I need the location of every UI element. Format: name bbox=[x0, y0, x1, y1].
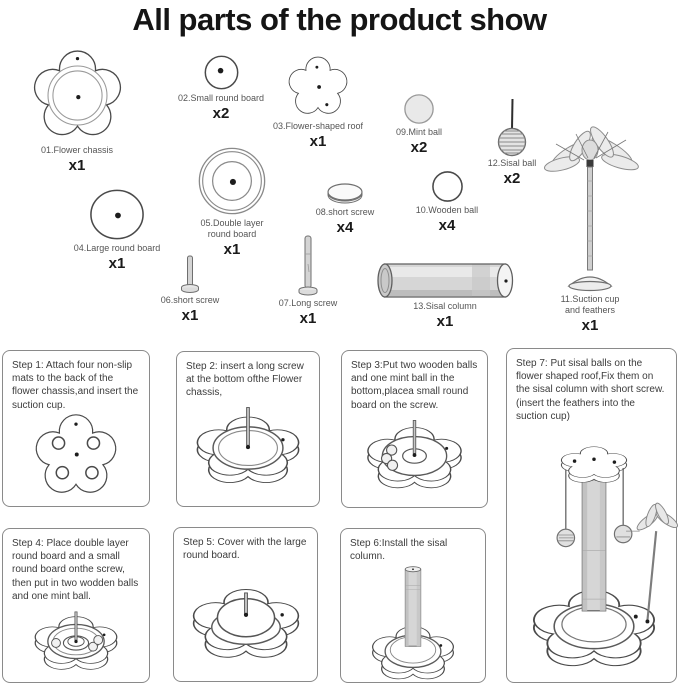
steps-section bbox=[0, 345, 679, 686]
step-4-box bbox=[2, 528, 150, 683]
part-flower-roof bbox=[250, 55, 386, 150]
step-2-box bbox=[176, 351, 320, 507]
step-2-illustration bbox=[191, 400, 305, 496]
part-label: 05.Double layer round board bbox=[200, 218, 264, 239]
wooden-ball-illustration bbox=[431, 170, 464, 203]
part-qty: x1 bbox=[581, 316, 599, 334]
step-3-box bbox=[341, 350, 488, 508]
part-suction-cup-feathers bbox=[537, 126, 643, 334]
step-6-text: Step 6:Install the sisal column. bbox=[350, 538, 448, 563]
step-3-text: Step 3:Put two wooden balls and one mint ball in the bottom,placea small round board on the screw. bbox=[351, 360, 478, 411]
step-5-box bbox=[173, 527, 318, 682]
part-label: 07.Long screw bbox=[278, 298, 338, 308]
part-label: 06.short screw bbox=[160, 295, 220, 305]
part-label: 11.Suction cup and feathers bbox=[560, 294, 620, 315]
part-label: 03.Flower-shaped roof bbox=[272, 121, 364, 131]
long-screw-illustration bbox=[296, 234, 320, 296]
part-qty: x2 bbox=[212, 104, 230, 122]
large-round-board-illustration bbox=[89, 188, 145, 241]
part-label: 01.Flower chassis bbox=[40, 145, 114, 155]
step-5-illustration bbox=[187, 572, 305, 671]
step-1-text: Step 1: Attach four non-slip mats to the back of the flower chassis,and insert the suction cup. bbox=[12, 360, 139, 411]
part-qty: x1 bbox=[299, 309, 317, 327]
part-short-screw bbox=[142, 254, 238, 324]
step-2-text: Step 2: insert a long screw at the bottom ofthe Flower chassis, bbox=[186, 361, 304, 399]
double-layer-board-illustration bbox=[197, 146, 267, 216]
step-4-text: Step 4: Place double layer round board and a small round board onthe screw, then put in two wodden balls and one mint ball. bbox=[12, 538, 139, 602]
part-qty: x1 bbox=[181, 306, 199, 324]
step-1-box bbox=[2, 350, 150, 507]
part-label: 08.short screw bbox=[315, 207, 375, 217]
step-7-illustration bbox=[516, 432, 672, 672]
part-label: 13.Sisal column bbox=[413, 301, 477, 311]
mint-ball-illustration bbox=[403, 93, 435, 125]
step-4-illustration bbox=[30, 603, 122, 680]
part-flower-chassis bbox=[12, 48, 142, 174]
part-label: 09.Mint ball bbox=[395, 127, 443, 137]
flower-roof-illustration bbox=[286, 55, 350, 119]
part-sisal-column bbox=[375, 262, 515, 330]
part-qty: x1 bbox=[223, 240, 241, 258]
sisal-ball-illustration bbox=[495, 98, 529, 156]
step-6-box bbox=[340, 528, 486, 683]
flower-chassis-illustration bbox=[30, 48, 125, 143]
small-round-board-illustration bbox=[203, 54, 240, 91]
step-6-illustration bbox=[369, 563, 457, 681]
part-qty: x4 bbox=[438, 216, 456, 234]
suction-cup-feathers-illustration bbox=[537, 126, 643, 292]
step-1-illustration bbox=[32, 412, 120, 500]
page-title: All parts of the product show bbox=[132, 2, 547, 37]
part-qty: x2 bbox=[503, 169, 521, 187]
part-wooden-ball bbox=[399, 170, 495, 234]
part-label: 10.Wooden ball bbox=[415, 205, 479, 215]
part-qty: x2 bbox=[410, 138, 428, 156]
part-label: 04.Large round board bbox=[73, 243, 161, 253]
step-3-illustration bbox=[362, 412, 467, 500]
short-screw-illustration bbox=[178, 254, 202, 293]
part-mint-ball bbox=[371, 93, 467, 156]
part-qty: x1 bbox=[436, 312, 454, 330]
part-qty: x4 bbox=[336, 218, 354, 236]
step-7-text: Step 7: Put sisal balls on the flower shaped roof,Fix them on the sisal column with short screw.(insert the feathers into the suction cup) bbox=[516, 358, 665, 422]
part-long-screw bbox=[260, 234, 356, 327]
part-qty: x1 bbox=[309, 132, 327, 150]
part-qty: x1 bbox=[68, 156, 86, 174]
step-7-box bbox=[506, 348, 677, 683]
parts-section bbox=[0, 40, 679, 345]
part-short-screw-mat bbox=[297, 180, 393, 236]
short-screw-mat-illustration bbox=[326, 180, 364, 205]
part-qty: x1 bbox=[108, 254, 126, 272]
sisal-column-illustration bbox=[376, 262, 514, 299]
part-label: 02.Small round board bbox=[177, 93, 265, 103]
step-5-text: Step 5: Cover with the large round board. bbox=[183, 537, 307, 562]
part-label: 12.Sisal ball bbox=[487, 158, 537, 168]
